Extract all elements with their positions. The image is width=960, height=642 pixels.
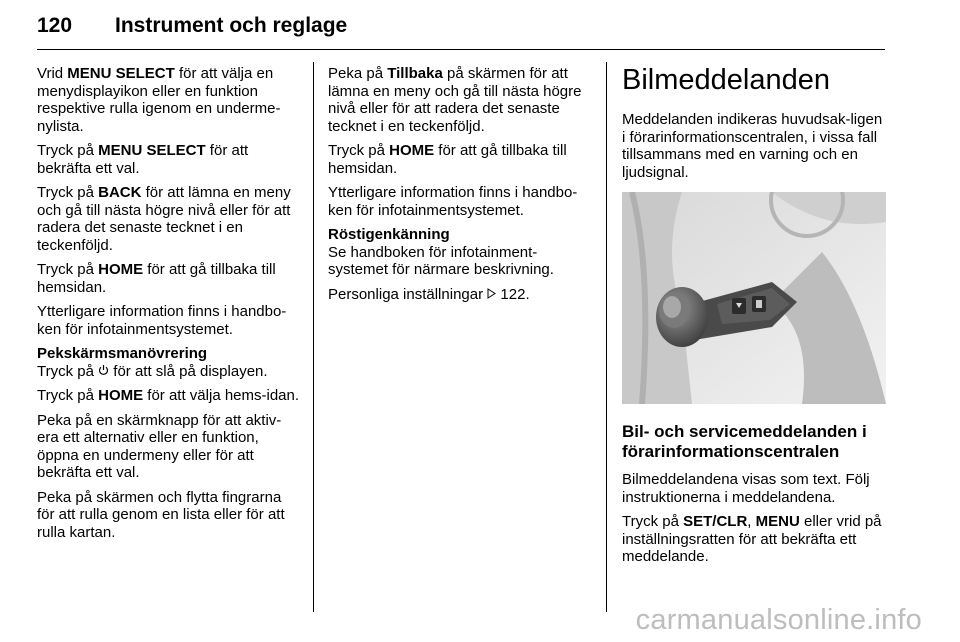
subheading-voice: Röstigenkänning (328, 226, 450, 243)
paragraph: Tryck på BACK för att lämna en meny och gå till nästa högre nivå eller för att radera det senaste tecknet i en teckenföljd. (37, 184, 291, 254)
paragraph: Tryck på HOME för att välja hems-idan. (37, 387, 300, 404)
paragraph: Peka på Tillbaka på skärmen för att lämna en meny och gå till nästa högre nivå eller för att radera det senaste tecknet i en teckenföljd. (328, 65, 582, 135)
column-divider-1 (313, 62, 314, 612)
column-1 (37, 65, 301, 548)
paragraph: Peka på en skärmknapp för att aktiv-era ett alternativ eller en funktion, öppna en undermeny eller för att bekräfta ett val. (37, 411, 282, 481)
paragraph: Vrid MENU SELECT för att välja en menydisplayikon eller en funktion respektive rulla igenom en underme-nylista. (37, 65, 281, 135)
power-icon (98, 363, 109, 381)
steering-column-stalk-photo (622, 192, 886, 404)
paragraph: Bilmeddelandena visas som text. Följ instruktionerna i meddelandena. (622, 471, 870, 506)
paragraph: Peka på skärmen och flytta fingrarna för att rulla genom en lista eller för att rulla kartan. (37, 488, 285, 541)
page-reference-arrow-icon (487, 286, 496, 303)
header-rule (37, 49, 885, 50)
paragraph: Tryck på MENU SELECT för att bekräfta ett val. (37, 142, 249, 177)
subheading-vehicle-messages: Bil- och servicemeddelanden i förarinformationscentralen (622, 422, 867, 461)
paragraph: Ytterligare information finns i handbo-ken för infotainmentsystemet. (37, 303, 287, 338)
paragraph: Tryck på SET/CLR, MENU eller vrid på inställningsratten för att bekräfta ett meddelande. (622, 513, 882, 565)
subheading-touchscreen: Pekskärmsmanövrering (37, 345, 208, 362)
paragraph: Personliga inställningar 122. (328, 285, 530, 303)
column-3 (622, 65, 886, 573)
paragraph: Ytterligare information finns i handbo-ken för infotainmentsystemet. (328, 184, 578, 219)
paragraph: Se handboken för infotainment-systemet för närmare beskrivning. (328, 243, 554, 278)
column-divider-2 (606, 62, 607, 612)
paragraph: Tryck på HOME för att gå tillbaka till hemsidan. (328, 142, 567, 177)
watermark: carmanualsonline.info (635, 604, 922, 636)
page-number: 120 (37, 14, 73, 37)
paragraph: Tryck på HOME för att gå tillbaka till hemsidan. (37, 261, 276, 296)
chapter-heading: Bilmeddelanden (622, 64, 830, 96)
section-title: Instrument och reglage (115, 14, 348, 37)
column-2 (328, 65, 592, 310)
paragraph: Meddelanden indikeras huvudsak-ligen i förarinformationscentralen, i vissa fall tillsammans med en varning och en ljudsignal. (622, 111, 883, 181)
paragraph: Tryck på för att slå på displayen. (37, 362, 268, 380)
